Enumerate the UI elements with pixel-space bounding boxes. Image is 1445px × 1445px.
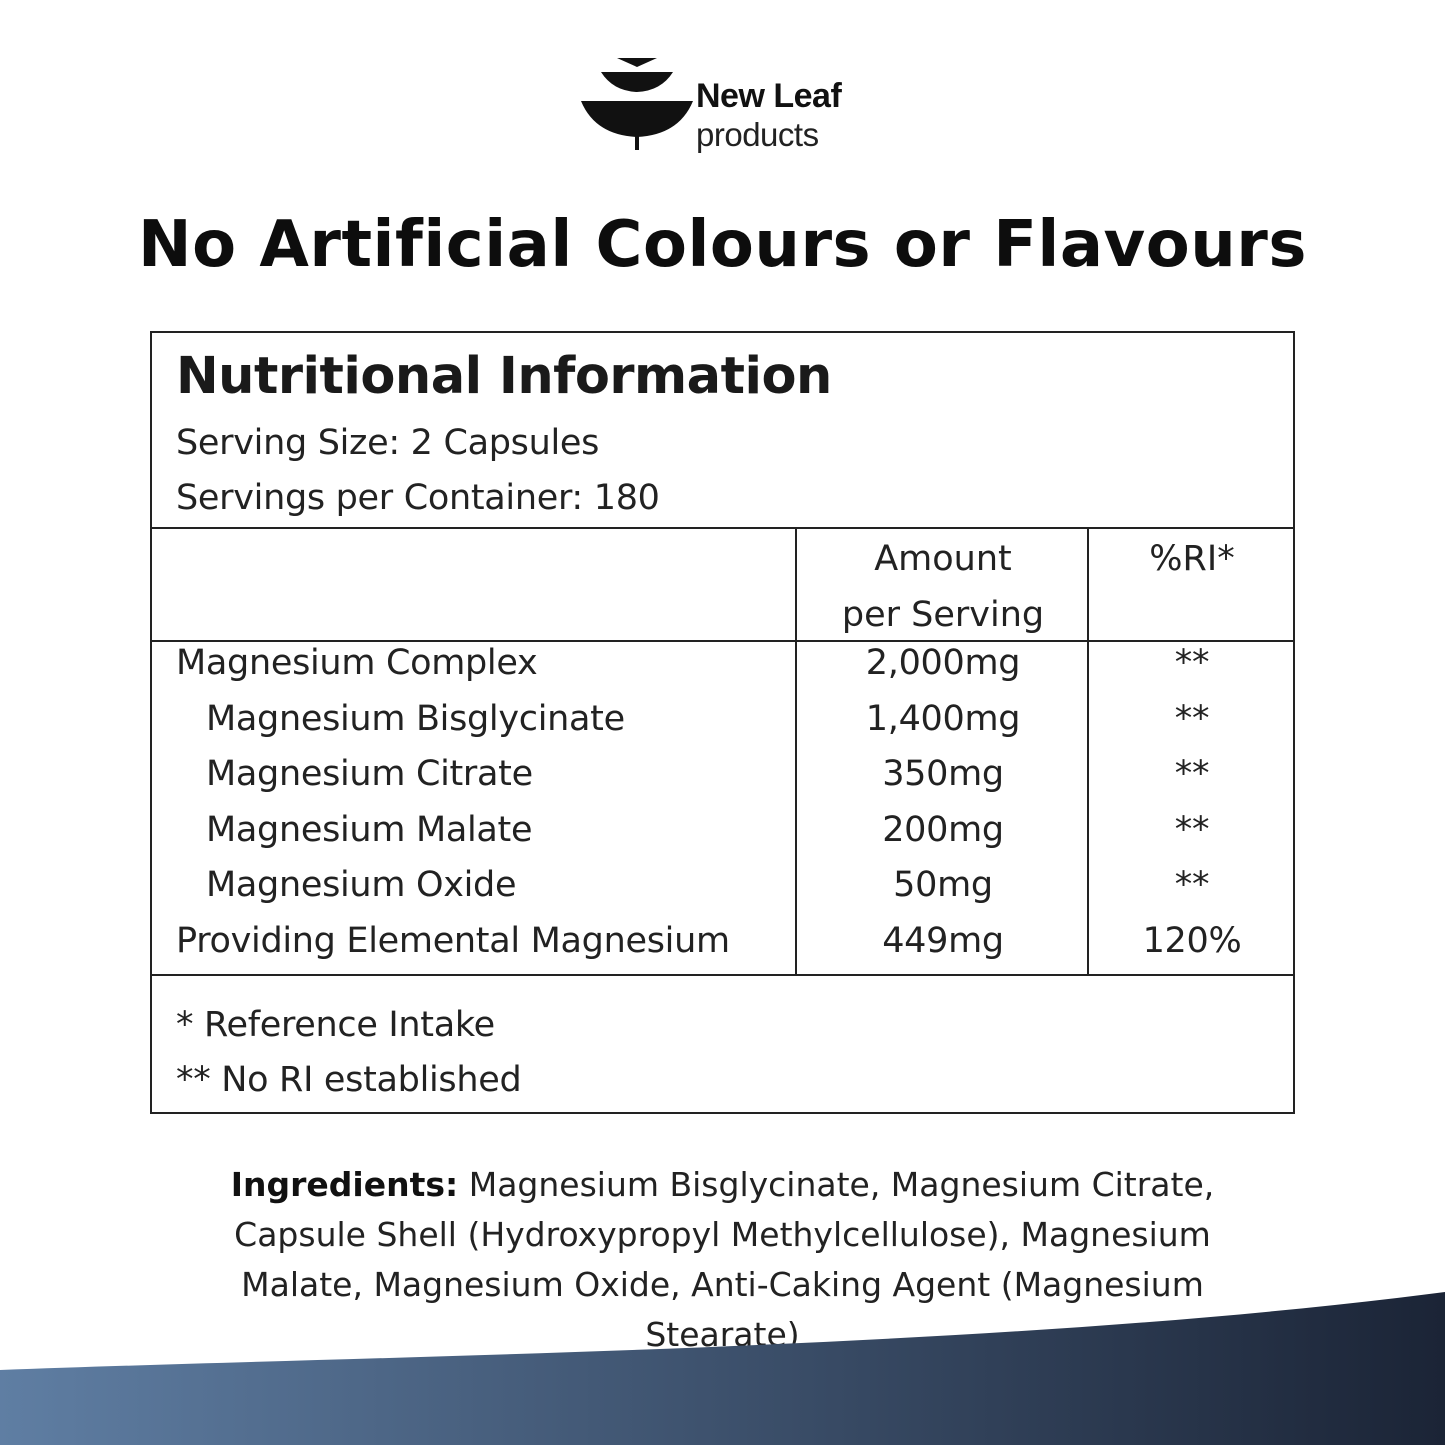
servings-per-container: Servings per Container: 180 [176, 478, 660, 518]
wave-decoration [0, 1280, 1445, 1445]
brand-name: New Leaf [696, 77, 842, 115]
nutrient-name: Providing Elemental Magnesium [176, 921, 730, 961]
nutrient-name: Magnesium Malate [206, 810, 533, 850]
nutrient-amount: 200mg [882, 810, 1004, 850]
nutrient-amount: 50mg [893, 865, 993, 905]
divider [152, 974, 1293, 976]
divider [152, 640, 1293, 642]
nutrient-amount: 449mg [882, 921, 1004, 961]
brand-logo [581, 55, 871, 155]
nutrient-amount: 350mg [882, 754, 1004, 794]
nutrient-ri: 120% [1142, 921, 1242, 961]
divider [152, 527, 1293, 529]
table-row [152, 921, 1293, 977]
ingredients-label: Ingredients: [230, 1165, 459, 1204]
nutrient-name: Magnesium Complex [176, 643, 538, 683]
table-row [152, 810, 1293, 866]
nutrient-ri: ** [1174, 699, 1210, 739]
amount-header [797, 531, 1089, 643]
headline: No Artificial Colours or Flavours [138, 208, 1307, 282]
nutrient-ri: ** [1174, 865, 1210, 905]
footnote-reference-intake: * Reference Intake [176, 1005, 495, 1045]
amount-header-line2: per Serving [841, 595, 1045, 635]
nutrient-name: Magnesium Oxide [206, 865, 517, 905]
nutrient-name: Magnesium Bisglycinate [206, 699, 625, 739]
serving-size: Serving Size: 2 Capsules [176, 423, 600, 463]
nutrient-ri: ** [1174, 643, 1210, 683]
leaf-tree-icon [581, 55, 693, 155]
nutrient-amount: 2,000mg [865, 643, 1021, 683]
table-row [152, 865, 1293, 921]
nutrient-amount: 1,400mg [865, 699, 1021, 739]
nutrient-ri: ** [1174, 754, 1210, 794]
ri-header: %RI* [1149, 539, 1235, 579]
nutrient-ri: ** [1174, 810, 1210, 850]
panel-title: Nutritional Information [176, 347, 832, 406]
ingredients-text: Magnesium Bisglycinate, Magnesium Citrate, Capsule Shell (Hydroxypropyl Methylcellulose), Magnesium Malate, Magnesium Oxide, Anti-Caking Agent (Magnesium Stearate) [234, 1165, 1215, 1354]
nutrient-name: Magnesium Citrate [206, 754, 533, 794]
table-row [152, 643, 1293, 699]
table-row [152, 754, 1293, 810]
footnote-no-ri: ** No RI established [176, 1060, 522, 1100]
brand-subname: products [696, 116, 819, 153]
nutrition-panel [150, 331, 1295, 1114]
amount-header-line1: Amount [874, 539, 1012, 579]
table-row [152, 699, 1293, 755]
